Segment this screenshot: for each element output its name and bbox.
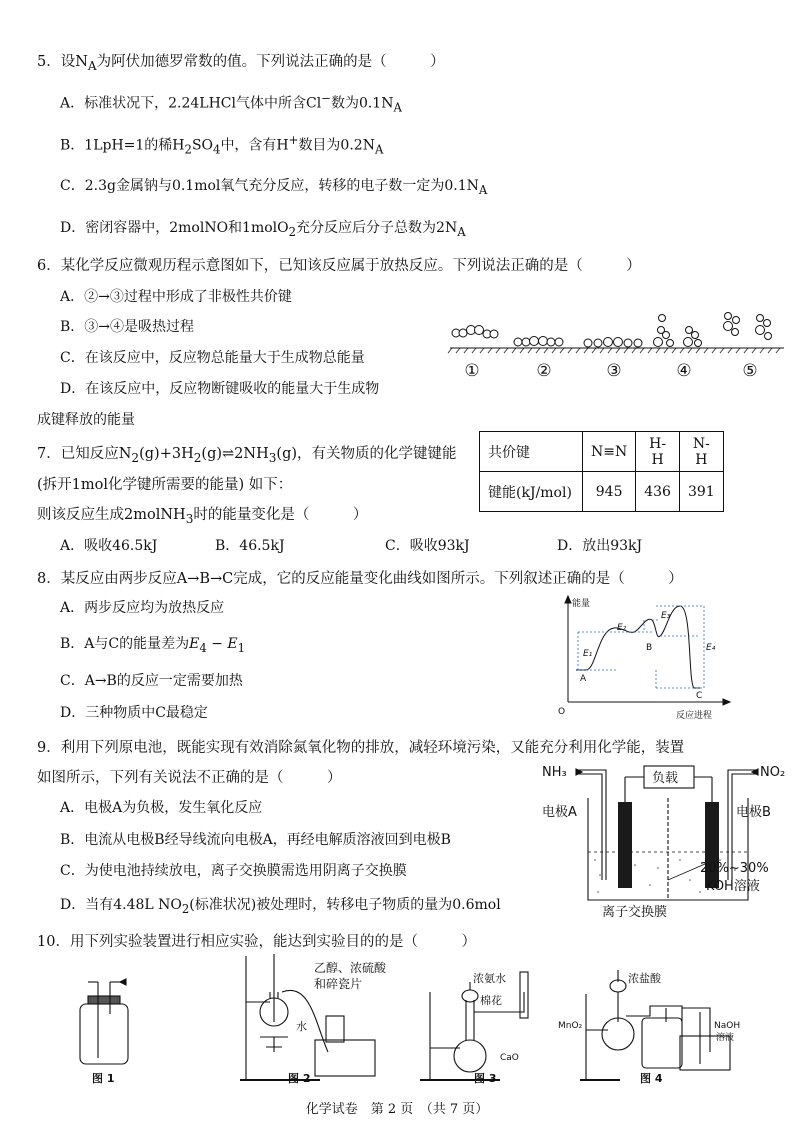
step-1-label: ①	[464, 361, 480, 381]
figure-1-gas-bottle	[80, 979, 128, 1064]
q10-stem: 10．用下列实验装置进行相应实验，能达到实验目的的是（ ）	[37, 934, 476, 950]
q7-option-a: A．吸收46.5kJ	[60, 538, 158, 554]
q9-stem-line1: 9．利用下列原电池，既能实现有效消除氮氧化物的排放，减轻环境污染，又能充分利用化学能，装置	[37, 740, 685, 756]
e2-label: E₂	[617, 623, 627, 633]
table-cell: 436	[636, 472, 680, 512]
figure-3-ammonia-apparatus	[420, 972, 528, 1080]
q9-option-b: B．电流从电极B经导线流向电极A，再经电解质溶液回到电极B	[60, 832, 451, 848]
fig2-reagent-label-2: 和碎瓷片	[314, 977, 363, 991]
q7-option-d: D．放出93kJ	[557, 538, 643, 554]
step-4-label: ④	[676, 361, 692, 381]
q5-option-a: A．标准状况下，2.24LHCl气体中所含Cl−数为$0.1N_A$	[60, 91, 402, 115]
table-cell: 键能(kJ/mol)	[480, 472, 583, 512]
fig4-naoh-label-1: NaOH	[714, 1021, 741, 1031]
no2-label: NO₂	[760, 765, 786, 780]
point-c-label: C	[696, 691, 703, 701]
e3-label: E₃	[661, 611, 671, 621]
electrode-a-label: 电极A	[542, 805, 577, 820]
q7-stem-line2: (拆开1mol化学键所需要的能量) 如下：	[37, 477, 293, 493]
q8-option-d: D．三种物质中C最稳定	[60, 705, 208, 721]
q9-stem-line2: 如图所示，下列有关说法不正确的是（ ）	[37, 770, 342, 786]
step-5-label: ⑤	[742, 361, 758, 381]
fig3-cao-label: CaO	[500, 1053, 519, 1063]
q6-stem: 6．某化学反应微观历程示意图如下，已知该反应属于放热反应。下列说法正确的是（ ）	[37, 258, 641, 274]
table-cell: 945	[583, 472, 636, 512]
table-cell: 391	[679, 472, 723, 512]
origin-label: O	[558, 707, 566, 717]
electrode-b-label: 电极B	[736, 805, 771, 820]
e4-label: E₄	[706, 643, 716, 653]
experiment-apparatus-figures	[60, 952, 760, 1092]
q5-option-d: D．密闭容器中，2molNO和1molO$_2$充分反应后分子总数为$2N_A$	[60, 220, 466, 239]
load-label: 负载	[652, 771, 679, 786]
q6-option-a: A．②→③过程中形成了非极性共价键	[60, 289, 292, 305]
step-2-label: ②	[536, 361, 552, 381]
fig3-ammonia-label: 浓氨水	[473, 972, 506, 985]
q6-option-d: D．在该反应中，反应物断键吸收的能量大于生成物	[60, 381, 380, 397]
page-footer: 化学试卷 第 2 页 （共 7 页）	[305, 1102, 489, 1117]
q5-option-c: C．2.3g金属钠与0.1mol氧气充分反应，转移的电子数一定为$0.1N_A$	[60, 178, 488, 197]
e1-label: E₁	[583, 649, 593, 659]
q9-option-d: D．当有4.48L $NO_2$(标准状况)被处理时，转移电子物质的量为0.6mol	[60, 897, 501, 916]
point-b-label: B	[646, 643, 653, 653]
x-axis-label: 反应进程	[676, 711, 713, 721]
fig4-naoh-label-2: 溶液	[716, 1033, 735, 1043]
bond-energy-table	[479, 431, 724, 512]
q9-option-a: A．电极A为负极，发生氧化反应	[60, 800, 263, 816]
q9-option-c: C．为使电池持续放电，离子交换膜需选用阴离子交换膜	[60, 863, 407, 879]
q7-stem-line3: 则该反应生成2molNH$_3$时的能量变化是（ ）	[37, 507, 368, 526]
table-row	[480, 472, 724, 512]
point-a-label: A	[580, 674, 587, 684]
q8-stem: 8．某反应由两步反应A→B→C完成，它的反应能量变化曲线如图所示。下列叙述正确的是（ ）	[37, 571, 683, 587]
figure-4-label: 图 4	[640, 1072, 663, 1085]
step-3-label: ③	[606, 361, 622, 381]
reaction-microscopic-diagram	[448, 306, 788, 386]
fig2-water-label: 水	[296, 1020, 307, 1033]
fig3-cotton-label: 棉花	[480, 994, 502, 1007]
q6-option-d-continued: 成键释放的能量	[37, 412, 135, 428]
table-header-cell: 共价键	[480, 432, 583, 472]
q7-option-b: B．46.5kJ	[215, 538, 285, 554]
q8-option-b: B．A与C的能量差为$E_4 - E_1$	[60, 636, 246, 655]
fig4-hcl-label: 浓盐酸	[628, 972, 661, 985]
q8-option-c: C．A→B的反应一定需要加热	[60, 673, 243, 689]
membrane-label: 离子交换膜	[602, 905, 668, 920]
fuel-cell-diagram	[540, 760, 790, 920]
fig4-mno2-label: MnO₂	[558, 1021, 583, 1031]
y-axis-label: 能量	[572, 599, 591, 609]
q6-option-b: B．③→④是吸热过程	[60, 319, 195, 335]
figure-1-label: 图 1	[92, 1072, 115, 1085]
q7-option-c: C．吸收93kJ	[385, 538, 470, 554]
electrode-a	[618, 802, 632, 888]
q8-option-a: A．两步反应均为放热反应	[60, 600, 225, 616]
figure-2-label: 图 2	[288, 1072, 311, 1085]
solution-label-1: 20%~30%	[700, 861, 769, 876]
table-header-cell: N-H	[679, 432, 723, 472]
q6-option-c: C．在该反应中，反应物总能量大于生成物总能量	[60, 350, 365, 366]
q5-stem: 5．设$N_A$为阿伏加德罗常数的值。下列说法正确的是（ ）	[37, 54, 445, 73]
table-header-cell: H-H	[636, 432, 680, 472]
energy-profile-graph	[556, 592, 736, 722]
q5-option-b: B．1LpH=1的稀$H_2SO_4$中，含有H+数目为$0.2N_A$	[60, 133, 384, 157]
energy-curve	[576, 606, 700, 688]
nh3-label: NH₃	[542, 765, 567, 780]
table-row	[480, 432, 724, 472]
q7-stem-line1: 7．已知反应$N_2(g)+3H_2(g)\rightleftharpoons 2NH_3(g)$，有关物质的化学键键能	[37, 446, 457, 465]
table-header-cell: N≡N	[583, 432, 636, 472]
solution-label-2: KOH溶液	[706, 879, 760, 894]
figure-4-chlorine-apparatus	[580, 970, 730, 1080]
figure-3-label: 图 3	[474, 1072, 497, 1085]
fig2-reagent-label-1: 乙醇、浓硫酸	[314, 961, 387, 975]
